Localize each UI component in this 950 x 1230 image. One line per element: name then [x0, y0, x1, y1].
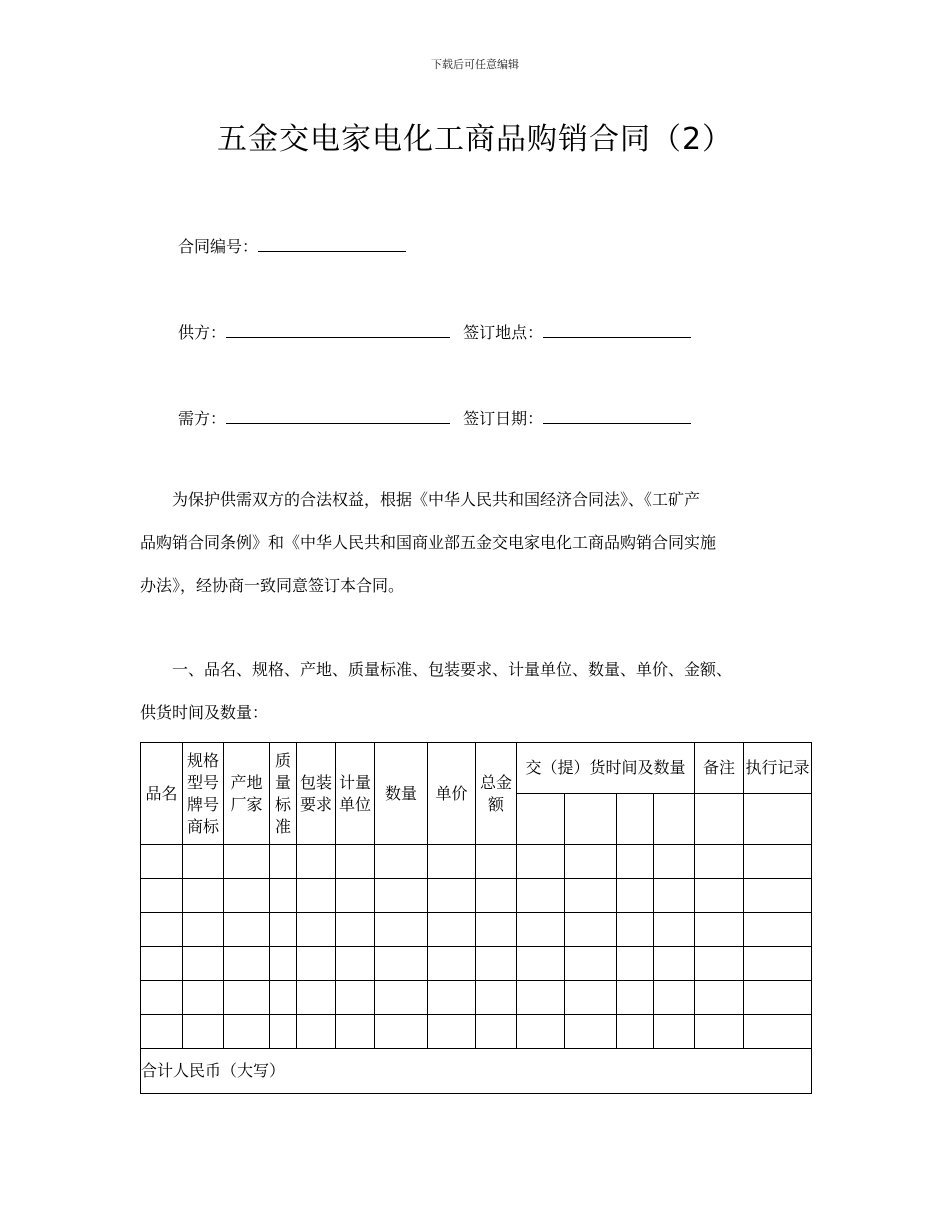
preamble-line-2: 品购销合同条例》和《中华人民共和国商业部五金交电家电化工商品购销合同实施	[140, 533, 717, 552]
table-cell[interactable]	[297, 1015, 336, 1049]
table-cell[interactable]	[476, 879, 517, 913]
table-cell[interactable]	[695, 1015, 744, 1049]
table-cell[interactable]	[476, 981, 517, 1015]
table-cell[interactable]	[654, 981, 695, 1015]
table-cell[interactable]	[183, 981, 224, 1015]
table-cell[interactable]	[617, 845, 654, 879]
table-cell[interactable]	[270, 947, 297, 981]
table-cell[interactable]	[617, 1015, 654, 1049]
header-quantity: 数量	[375, 743, 428, 845]
table-cell[interactable]	[183, 879, 224, 913]
table-cell[interactable]	[270, 981, 297, 1015]
table-cell[interactable]	[695, 913, 744, 947]
section-1-line-2: 供货时间及数量：	[140, 703, 269, 722]
table-cell[interactable]	[476, 845, 517, 879]
table-cell[interactable]	[375, 845, 428, 879]
sign-date-label: 签订日期：	[463, 409, 544, 428]
table-cell[interactable]	[654, 1015, 695, 1049]
total-rmb-cell[interactable]	[141, 1049, 812, 1094]
buyer-blank[interactable]	[226, 409, 450, 424]
header-quality: 质量标准	[270, 743, 297, 845]
table-cell[interactable]	[695, 981, 744, 1015]
table-cell[interactable]	[375, 1015, 428, 1049]
table-cell[interactable]	[617, 981, 654, 1015]
table-cell[interactable]	[297, 981, 336, 1015]
total-rmb-label: 合计人民币（大写）	[141, 1061, 286, 1080]
table-cell[interactable]	[375, 947, 428, 981]
table-cell[interactable]	[517, 913, 565, 947]
table-cell[interactable]	[617, 947, 654, 981]
table-cell[interactable]	[695, 794, 744, 845]
sign-place-label: 签订地点：	[463, 323, 544, 342]
table-cell[interactable]	[297, 845, 336, 879]
table-cell[interactable]	[476, 1015, 517, 1049]
goods-table	[140, 742, 812, 1094]
preamble-line-1: 为保护供需双方的合法权益，根据《中华人民共和国经济合同法》、《工矿产	[172, 490, 701, 509]
table-cell[interactable]	[517, 981, 565, 1015]
table-cell[interactable]	[654, 794, 695, 845]
table-cell[interactable]	[617, 913, 654, 947]
header-exec: 执行记录	[744, 743, 812, 794]
header-name: 品名	[141, 743, 183, 845]
table-cell[interactable]	[517, 794, 565, 845]
table-cell[interactable]	[517, 845, 565, 879]
table-cell[interactable]	[695, 845, 744, 879]
table-cell[interactable]	[476, 913, 517, 947]
preamble-paragraph	[140, 478, 830, 607]
table-cell[interactable]	[565, 947, 617, 981]
table-cell[interactable]	[695, 947, 744, 981]
header-remark: 备注	[695, 743, 744, 794]
table-cell[interactable]	[270, 845, 297, 879]
table-cell[interactable]	[297, 879, 336, 913]
header-spec: 规格型号牌号商标	[183, 743, 224, 845]
header-note: 下载后可任意编辑	[431, 58, 519, 71]
table-cell[interactable]	[336, 913, 375, 947]
table-cell[interactable]	[224, 981, 270, 1015]
sign-place-blank[interactable]	[543, 323, 691, 338]
header-packing: 包装要求	[297, 743, 336, 845]
table-cell[interactable]	[336, 981, 375, 1015]
table-cell[interactable]	[744, 794, 812, 845]
table-cell[interactable]	[565, 794, 617, 845]
supplier-blank[interactable]	[226, 323, 450, 338]
table-cell[interactable]	[141, 1015, 183, 1049]
header-origin: 产地厂家	[224, 743, 270, 845]
table-row	[141, 1015, 812, 1049]
section-1-line-1: 一、品名、规格、产地、质量标准、包装要求、计量单位、数量、单价、金额、	[172, 660, 733, 679]
table-row	[141, 879, 812, 913]
table-cell[interactable]	[428, 981, 476, 1015]
table-cell[interactable]	[695, 879, 744, 913]
table-cell[interactable]	[141, 913, 183, 947]
table-cell[interactable]	[224, 879, 270, 913]
table-cell[interactable]	[224, 947, 270, 981]
table-cell[interactable]	[375, 913, 428, 947]
buyer-label: 需方：	[178, 409, 227, 428]
table-cell[interactable]	[744, 879, 812, 913]
header-total: 总金额	[476, 743, 517, 845]
table-cell[interactable]	[428, 879, 476, 913]
table-cell[interactable]	[375, 981, 428, 1015]
table-cell[interactable]	[270, 879, 297, 913]
buyer-row	[178, 406, 691, 429]
table-cell[interactable]	[270, 1015, 297, 1049]
table-cell[interactable]	[565, 1015, 617, 1049]
contract-no-row	[178, 234, 406, 257]
table-cell[interactable]	[297, 947, 336, 981]
table-cell[interactable]	[428, 1015, 476, 1049]
section-1-paragraph	[140, 648, 830, 734]
table-row	[141, 981, 812, 1015]
table-cell[interactable]	[183, 1015, 224, 1049]
table-cell[interactable]	[744, 981, 812, 1015]
table-cell[interactable]	[565, 981, 617, 1015]
table-cell[interactable]	[224, 1015, 270, 1049]
table-cell[interactable]	[654, 879, 695, 913]
table-cell[interactable]	[336, 879, 375, 913]
table-cell[interactable]	[744, 913, 812, 947]
table-cell[interactable]	[224, 845, 270, 879]
table-cell[interactable]	[297, 913, 336, 947]
table-cell[interactable]	[654, 845, 695, 879]
table-cell[interactable]	[565, 845, 617, 879]
header-price: 单价	[428, 743, 476, 845]
table-cell[interactable]	[336, 1015, 375, 1049]
table-cell[interactable]	[654, 947, 695, 981]
table-cell[interactable]	[744, 1015, 812, 1049]
contract-no-blank[interactable]	[258, 237, 406, 252]
supplier-row	[178, 320, 691, 343]
table-cell[interactable]	[375, 879, 428, 913]
table-cell[interactable]	[183, 845, 224, 879]
table-cell[interactable]	[428, 845, 476, 879]
sign-date-blank[interactable]	[543, 409, 691, 424]
table-cell[interactable]	[617, 794, 654, 845]
table-cell[interactable]	[428, 913, 476, 947]
table-cell[interactable]	[428, 947, 476, 981]
table-cell[interactable]	[141, 845, 183, 879]
table-cell[interactable]	[270, 913, 297, 947]
table-cell[interactable]	[141, 981, 183, 1015]
document-title: 五金交电家电化工商品购销合同（2）	[216, 122, 734, 157]
header-delivery: 交（提）货时间及数量	[517, 743, 695, 794]
table-cell[interactable]	[476, 947, 517, 981]
supplier-label: 供方：	[178, 323, 227, 342]
table-cell[interactable]	[617, 879, 654, 913]
table-cell[interactable]	[654, 913, 695, 947]
table-cell[interactable]	[744, 845, 812, 879]
table-cell[interactable]	[141, 879, 183, 913]
table-cell[interactable]	[565, 913, 617, 947]
table-cell[interactable]	[183, 947, 224, 981]
preamble-line-3: 办法》，经协商一致同意签订本合同。	[140, 576, 405, 595]
table-cell[interactable]	[517, 947, 565, 981]
table-cell[interactable]	[565, 879, 617, 913]
table-cell[interactable]	[336, 947, 375, 981]
table-row	[141, 947, 812, 981]
header-unit: 计量单位	[336, 743, 375, 845]
table-cell[interactable]	[336, 845, 375, 879]
table-cell[interactable]	[517, 879, 565, 913]
table-cell[interactable]	[141, 947, 183, 981]
table-cell[interactable]	[183, 913, 224, 947]
table-row	[141, 913, 812, 947]
table-cell[interactable]	[517, 1015, 565, 1049]
table-cell[interactable]	[744, 947, 812, 981]
contract-no-label: 合同编号：	[178, 237, 259, 256]
table-cell[interactable]	[224, 913, 270, 947]
table-row	[141, 845, 812, 879]
